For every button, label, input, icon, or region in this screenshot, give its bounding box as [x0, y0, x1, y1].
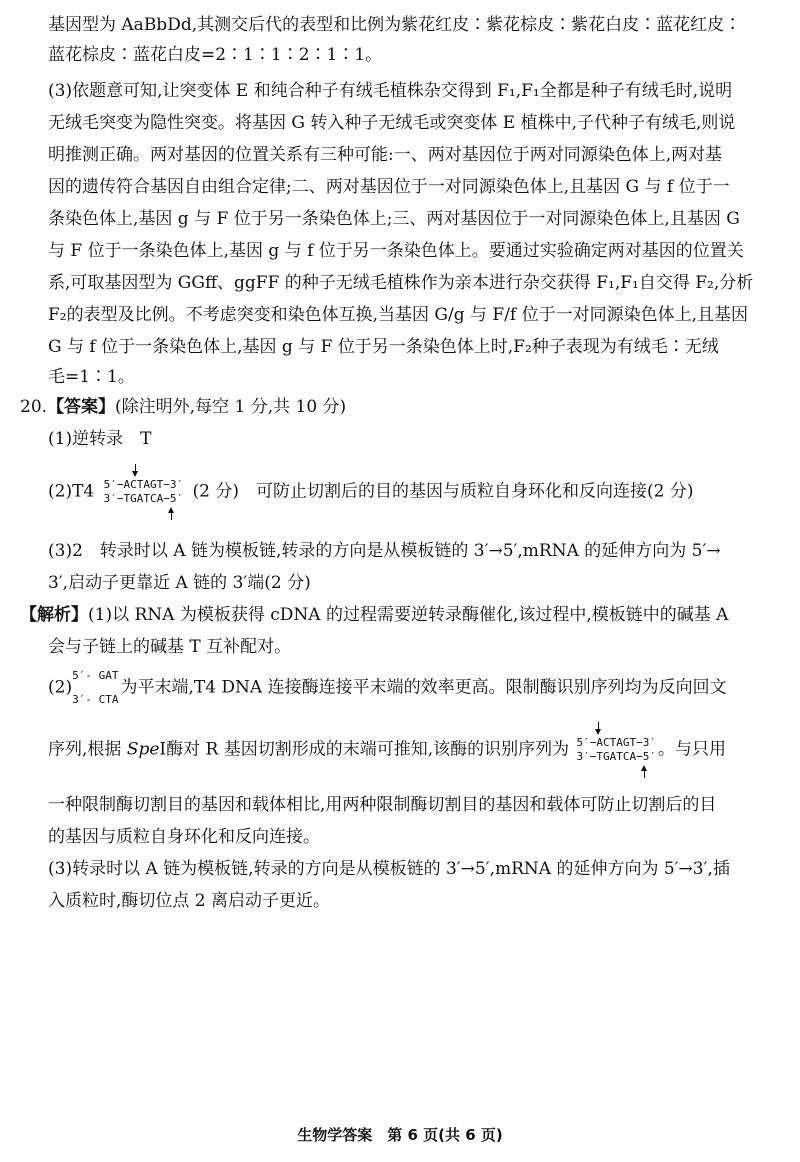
answer-1: (1)逆转录 T	[48, 429, 152, 449]
analysis-5: 的基因与质粒自身环化和反向连接。	[48, 827, 320, 847]
analysis-2-text: 为平末端,T4 DNA 连接酶连接平末端的效率更高。限制酶识别序列均为反向回文	[120, 677, 727, 698]
analysis-tag: 【解析】	[20, 605, 88, 625]
cut-site-arrow-down-icon	[132, 471, 138, 477]
sequence-top-strand: 5′−ACTAGT−3′	[576, 736, 657, 749]
text-line: 毛=1∶1。	[48, 367, 135, 387]
text-line: 蓝花棕皮∶蓝花白皮=2∶1∶1∶2∶1∶1。	[48, 45, 383, 65]
analysis-3-text-a: 序列,根据	[48, 739, 127, 760]
analysis-line2: 会与子链上的碱基 T 互补配对。	[48, 637, 292, 657]
cut-site-stem-bottom	[171, 512, 172, 520]
text-line: G 与 f 位于一条染色体上,基因 g 与 F 位于另一条染色体上时,F₂种子表现为有绒毛∶无绒	[48, 337, 719, 357]
text-line: 因的遗传符合基因自由组合定律;二、两对基因位于一对同源染色体上,且基因 G 与 f 位于一	[48, 177, 730, 197]
analysis-7: 入质粒时,酶切位点 2 离启动子更近。	[48, 891, 331, 911]
scoring-note: (除注明外,每空 1 分,共 10 分)	[115, 397, 347, 417]
analysis-3-text-b: Ⅰ酶对 R 基因切割形成的末端可推知,该酶的识别序列为	[159, 739, 570, 760]
text-line: 条染色体上,基因 g 与 F 位于另一条染色体上;三、两对基因位于一对同源染色体上,且基因 G	[48, 209, 740, 229]
blunt-end-sequence	[72, 664, 118, 712]
q20-header	[20, 396, 750, 418]
text-line: (3)依题意可知,让突变体 E 和纯合种子有绒毛植株杂交得到 F₁,F₁全都是种子有绒毛时,说明	[48, 81, 733, 101]
answer-tag: 【答案】	[47, 397, 116, 417]
text-line: 系,可取基因型为 GGff、ggFF 的种子无绒毛植株作为亲本进行杂交获得 F₁,F₁自交得 F₂,分析	[48, 273, 754, 293]
blunt-top-strand: 5′- GAT	[72, 669, 119, 682]
recognition-sequence-inline	[577, 736, 656, 764]
analysis-text: (1)以 RNA 为模板获得 cDNA 的过程需要逆转录酶催化,该过程中,模板链中的碱基 A	[88, 605, 729, 625]
text-line: F₂的表型及比例。不考虑突变和染色体互换,当基因 G/g 与 F/f 位于一对同源染色体上,且基因	[48, 305, 749, 325]
text-line: 无绒毛突变为隐性突变。将基因 G 转入种子无绒毛或突变体 E 植株中,子代种子有绒毛,则说	[48, 113, 736, 133]
answer-2-label: (2)T4	[48, 481, 95, 502]
answer-3-line1: (3)2 转录时以 A 链为模板链,转录的方向是从模板链的 3′→5′,mRNA 的延伸方向为 5′→	[48, 541, 721, 561]
answer-2-explanation: (2 分) 可防止切割后的目的基因与质粒自身环化和反向连接(2 分)	[192, 481, 694, 502]
analysis-4: 一种限制酶切割目的基因和载体相比,用两种限制酶切割目的基因和载体可防止切割后的目	[48, 795, 717, 815]
text-line: 基因型为 AaBbDd,其测交后代的表型和比例为紫花红皮∶紫花棕皮∶紫花白皮∶蓝花红皮∶	[48, 15, 742, 35]
cut-site-stem-bottom	[644, 770, 645, 778]
page-footer: 生物学答案 第 6 页(共 6 页)	[297, 1126, 503, 1144]
analysis-3-text-c: 。与只用	[658, 739, 727, 760]
answer-3-line2: 3′,启动子更靠近 A 链的 3′端(2 分)	[48, 573, 311, 593]
analysis-line1	[20, 604, 750, 626]
text-line: 明推测正确。两对基因的位置关系有三种可能:一、两对基因位于两对同源染色体上,两对基	[48, 145, 723, 165]
enzyme-name: Spe	[126, 739, 160, 760]
answer-2	[48, 478, 778, 506]
recognition-sequence	[104, 478, 183, 506]
text-line: 与 F 位于一条染色体上,基因 g 与 f 位于另一条染色体上。要通过实验确定两对基因的位置关	[48, 241, 744, 261]
sequence-top-strand: 5′−ACTAGT−3′	[103, 478, 184, 491]
sequence-bottom-strand: 3′−TGATCA−5′	[103, 492, 184, 505]
analysis-2-label: (2)	[48, 677, 73, 698]
blunt-bottom-strand: 3′- CTA	[72, 693, 119, 706]
analysis-2	[48, 664, 778, 712]
cut-site-arrow-down-icon	[595, 729, 601, 735]
question-number: 20.	[20, 397, 48, 417]
sequence-bottom-strand: 3′−TGATCA−5′	[576, 750, 657, 763]
analysis-3	[48, 736, 778, 764]
analysis-6: (3)转录时以 A 链为模板链,转录的方向是从模板链的 3′→5′,mRNA 的延伸方向为 5′→3′,插	[48, 859, 730, 879]
